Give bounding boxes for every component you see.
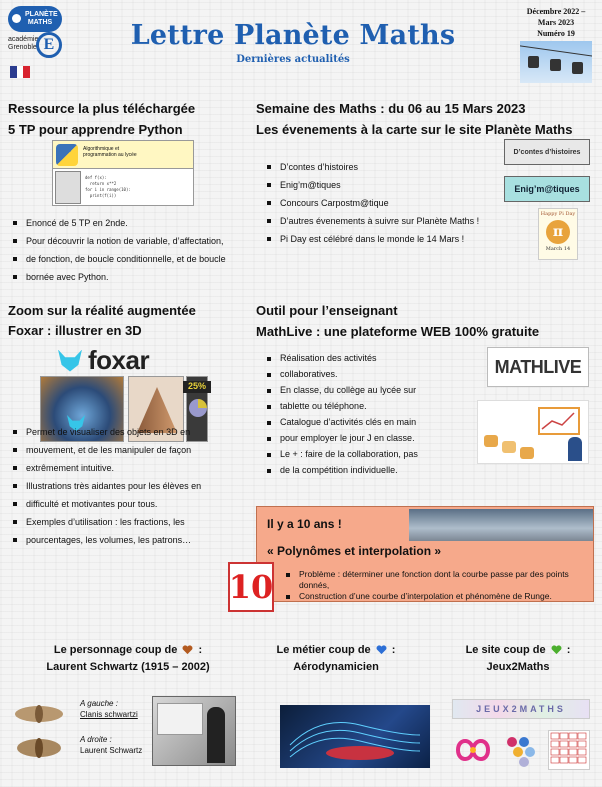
list-item: Le + : faire de la collaboration, pas	[262, 446, 472, 462]
laurent-schwartz-photo	[152, 696, 236, 766]
newsletter-subtitle: Dernières actualités	[236, 54, 350, 65]
caption-left: A gauche : Clanis schwartzi	[80, 699, 138, 719]
blue-heart-icon	[376, 645, 387, 655]
issue-info	[520, 6, 592, 39]
academie-logo-text: académie Grenoble	[8, 36, 39, 51]
anniversary-topic: « Polynômes et interpolation »	[267, 544, 442, 558]
jeux2maths-grid-icon[interactable]	[548, 730, 590, 770]
mathlive-logo[interactable]: MATHLIVE	[487, 347, 589, 387]
zoom-heading: Zoom sur la réalité augmentée	[8, 303, 196, 318]
metier-label: Le métier coup de	[276, 644, 371, 656]
list-item[interactable]: D’contes d’histoires	[262, 158, 532, 176]
zoom-subheading: Foxar : illustrer en 3D	[8, 323, 142, 338]
caption-right: A droite : Laurent Schwartz	[80, 735, 143, 755]
site-name[interactable]: Jeux2Maths	[486, 661, 550, 673]
anniversary-heading: Il y a 10 ans !	[267, 517, 342, 531]
list-item: Exemples d’utilisation : les fractions, les	[8, 513, 248, 531]
student-icon	[520, 447, 534, 459]
ressource-bullets	[8, 214, 248, 286]
list-item: Réalisation des activités	[262, 350, 472, 366]
semaine-heading: Semaine des Maths : du 06 au 15 Mars 2023	[256, 101, 526, 116]
percent-badge: 25%	[183, 381, 211, 393]
personnage-name: Laurent Schwartz (1915 – 2002)	[46, 661, 210, 673]
issue-number: Numéro 19	[537, 29, 575, 38]
list-item[interactable]: Concours Carpostm@tique	[262, 194, 532, 212]
pi-icon: π	[546, 220, 570, 244]
ressource-subheading: 5 TP pour apprendre Python	[8, 122, 183, 137]
jeux2maths-hex-puzzle-icon[interactable]	[500, 730, 542, 770]
personnage-coup: Le personnage coup de : Laurent Schwartz (1915 – 2002)	[8, 642, 248, 676]
semaine-subheading: Les évenements à la carte sur le site Planète Maths	[256, 122, 573, 137]
site-label: Le site coup de	[465, 644, 546, 656]
semaine-bullets	[262, 158, 532, 248]
planete-maths-logo[interactable]: PLANÈTE MATHS	[8, 6, 62, 32]
list-item: En classe, du collège au lycée sur	[262, 382, 472, 398]
building-image	[409, 509, 593, 541]
python-image-caption: Algorithmique et programmation au lycée	[83, 146, 137, 158]
list-item: Pi Day est célébré dans le monde le 14 Mars !	[262, 230, 532, 248]
newsletter-title: Lettre Planète Maths	[130, 20, 456, 51]
list-item: mouvement, et de les manipuler de façon	[8, 441, 248, 459]
brown-heart-icon	[182, 645, 193, 655]
list-item: Illustrations très aidantes pour les élèves en	[8, 477, 248, 495]
python-code-snippet: def f(x): return x**2 for i in range(10): print(f(i))	[85, 175, 131, 198]
list-item: de la compétition individuelle.	[262, 462, 472, 478]
contes-histoires-image[interactable]: D’contes d’histoires	[504, 139, 590, 165]
metier-name: Aérodynamicien	[293, 661, 379, 673]
enigmatiques-image[interactable]: Enig’m@tiques	[504, 176, 590, 202]
zoom-bullets	[8, 423, 248, 549]
list-item: Enoncé de 5 TP en 2nde.	[8, 214, 248, 232]
aerodynamicien-image	[280, 705, 430, 768]
student-icon	[484, 435, 498, 447]
pie-fraction-icon	[189, 399, 207, 417]
list-item: pourcentages, les volumes, les patrons…	[8, 531, 248, 549]
clanis-schwartzi-moth-image	[6, 696, 72, 768]
jeux2maths-banner[interactable]: JEUX2MATHS	[452, 699, 590, 719]
list-item: Problème : déterminer une fonction dont la courbe passe par des points donnés,	[281, 569, 591, 591]
whiteboard-icon	[538, 407, 580, 435]
ten-years-badge: 10	[228, 562, 274, 612]
il-y-a-10-ans-box	[256, 506, 594, 602]
academie-e-icon: E	[36, 32, 62, 58]
list-item: Construction d’une courbe d’interpolation et phénomène de Runge.	[281, 591, 591, 602]
list-item[interactable]: D’autres évenements à suivre sur Planète Maths !	[262, 212, 532, 230]
mathematician-portrait	[55, 171, 81, 204]
outil-subheading: MathLive : une plateforme WEB 100% gratuite	[256, 324, 540, 339]
issue-dates: Décembre 2022 – Mars 2023	[526, 7, 586, 27]
teacher-figure-icon	[568, 437, 582, 461]
list-item: pour employer le jour J en classe.	[262, 430, 472, 446]
outil-heading: Outil pour l’enseignant	[256, 303, 398, 318]
ressource-heading: Ressource la plus téléchargée	[8, 101, 196, 116]
python-tp-image[interactable]	[52, 140, 194, 206]
list-item: Catalogue d’activités clés en main	[262, 414, 472, 430]
republique-francaise-flag-icon	[10, 66, 30, 78]
list-item: difficulté et motivantes pour tous.	[8, 495, 248, 513]
list-item: Permet de visualiser des objets en 3D en	[8, 423, 248, 441]
list-item: collaboratives.	[262, 366, 472, 382]
student-icon	[502, 441, 516, 453]
metier-coup: Le métier coup de : Aérodynamicien	[256, 642, 416, 676]
list-item: bornée avec Python.	[8, 268, 248, 286]
anniversary-bullets	[281, 569, 591, 602]
pi-day-image	[538, 208, 578, 260]
personnage-label: Le personnage coup de	[53, 644, 178, 656]
list-item[interactable]: Enig’m@tiques	[262, 176, 532, 194]
person-icon	[207, 707, 225, 763]
pi-day-date: March 14	[545, 246, 571, 252]
outil-bullets	[262, 350, 472, 478]
blackboard-icon	[157, 703, 203, 735]
fox-icon	[58, 350, 82, 372]
site-coup: Le site coup de : Jeux2Maths	[438, 642, 598, 676]
python-logo-icon	[56, 144, 78, 166]
list-item: de fonction, de boucle conditionnelle, et de boucle	[8, 250, 248, 268]
mathlive-classroom-image	[477, 400, 589, 464]
jeux2maths-infinity-icon[interactable]	[452, 730, 494, 770]
list-item: extrêmement intuitive.	[8, 459, 248, 477]
list-item: Pour découvrir la notion de variable, d’affectation,	[8, 232, 248, 250]
cable-car-image	[520, 41, 592, 83]
green-heart-icon	[551, 645, 562, 655]
foxar-logo[interactable]: foxar	[58, 345, 149, 376]
pi-day-label: Happy Pi Day	[540, 211, 576, 217]
list-item: tablette ou téléphone.	[262, 398, 472, 414]
